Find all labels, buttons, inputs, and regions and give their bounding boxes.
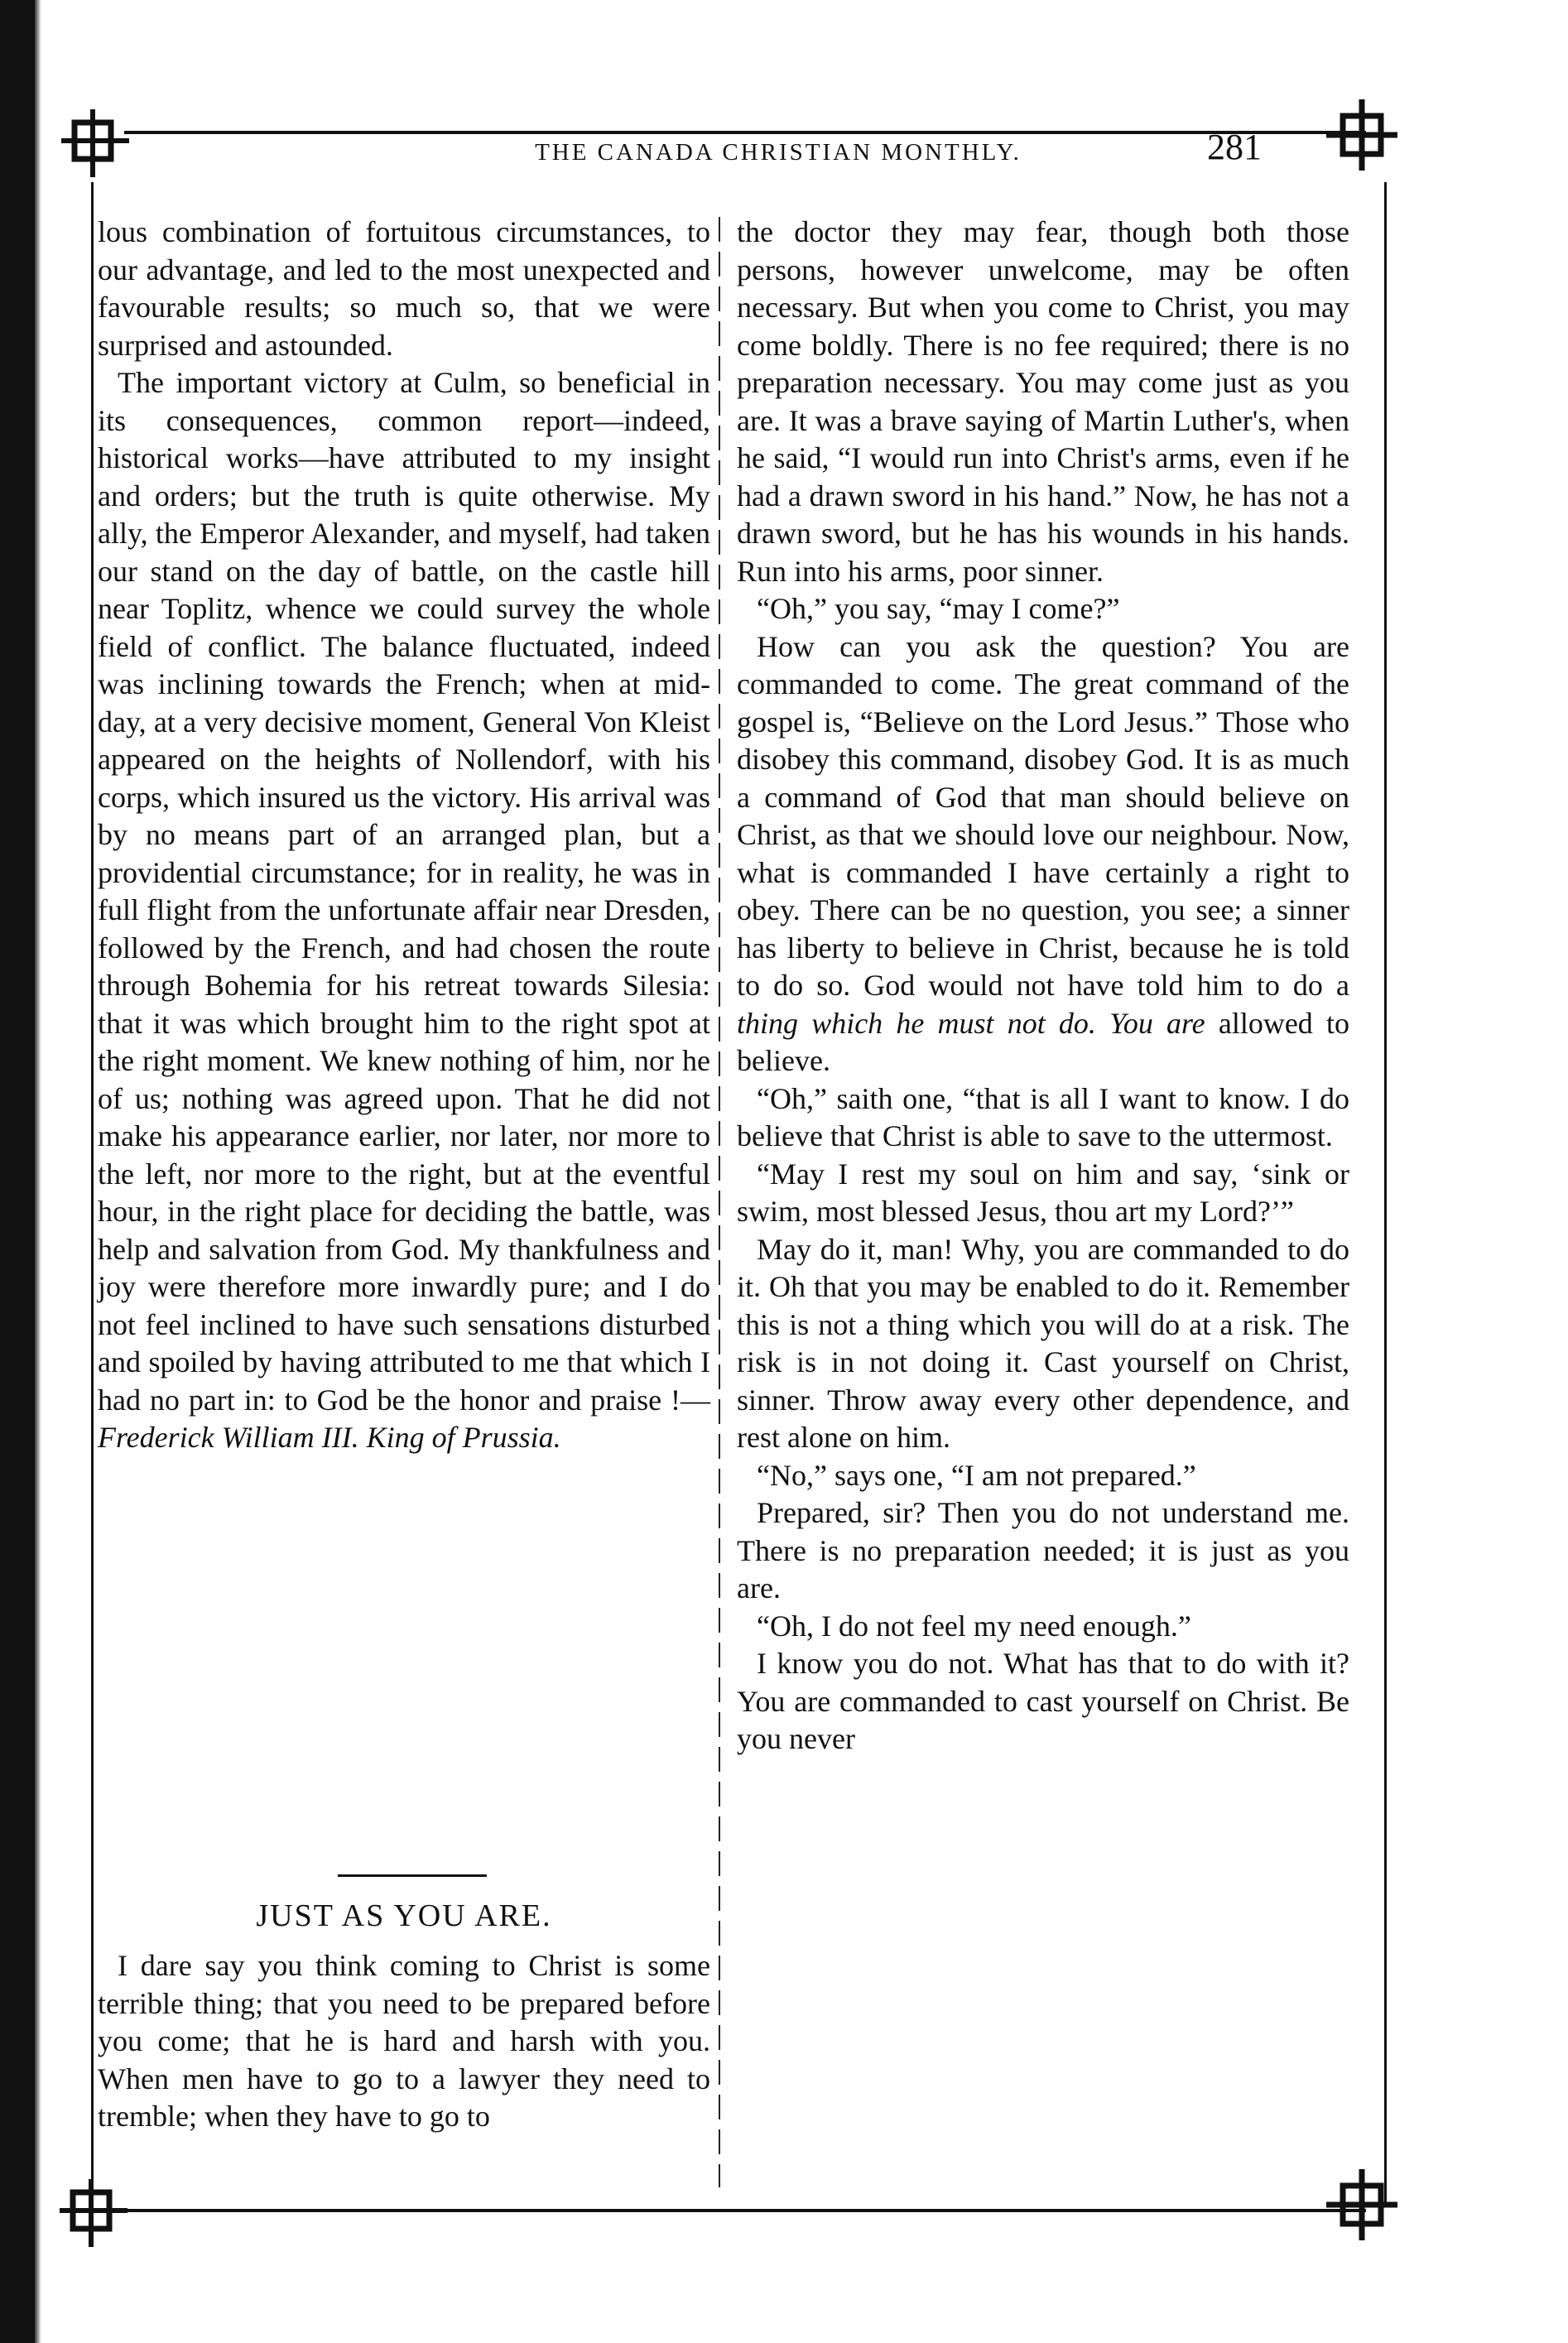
section-heading: JUST AS YOU ARE. bbox=[256, 1898, 552, 1933]
corner-ornament-top-right bbox=[1325, 98, 1399, 172]
paragraph: Prepared, sir? Then you do not understand me. There is no preparation needed; it is just as you are. bbox=[737, 1496, 1349, 1604]
header-rule bbox=[124, 131, 1366, 134]
right-border-rule bbox=[1384, 182, 1387, 2202]
right-column bbox=[737, 214, 1349, 1758]
left-column-section bbox=[98, 1947, 710, 2136]
paragraph-text: The important victory at Culm, so beneficial in its consequences, common report—indeed, historical works—have attributed to my insight and orders; but the truth is quite otherwise. My ally, the Emperor Alexander, and myself, had taken our stand on the day of battle, on the castle hill near Toplitz, whence we could survey the whole field of conflict. The balance fluctuated, indeed was inclining towards the French; when at mid-day, at a very decisive moment, General Von Kleist appeared on the heights of Nollendorf, with his corps, which insured us the victory. His arrival was by no means part of an arranged plan, but a providential circumstance; for in reality, he was in full flight from the unfortunate affair near Dresden, followed by the French, and had chosen the route through Bohemia for his retreat towards Silesia: that it was which brought him to the right spot at the right moment. We knew nothing of him, nor he of us; nothing was agreed upon. That he did not make his appearance earlier, nor later, nor more to the left, nor more to the right, but at the eventful hour, in the right place for deciding the battle, was help and salvation from God. My thankfulness and joy were therefore more inwardly pure; and I do not feel inclined to have such sensations disturbed and spoiled by having attributed to me that which I had no part in: to God be the honor and praise !— bbox=[98, 366, 710, 1417]
paragraph: May do it, man! Why, you are commanded to do it. Oh that you may be enabled to do it. Remember this is not a thing which you will do at a risk. The risk is in not doing it. Cast yourself on Christ, sinner. Throw away every other dependence, and rest alone on him. bbox=[737, 1232, 1349, 1454]
book-binding-edge bbox=[0, 0, 35, 2343]
paragraph: “Oh,” you say, “may I come?” bbox=[757, 592, 1120, 625]
paragraph: “Oh, I do not feel my need enough.” bbox=[757, 1609, 1191, 1643]
paragraph: lous combination of fortuitous circumstances, to our advantage, and led to the most unexpected and favourable results; so much so, that we were surprised and astounded. bbox=[98, 215, 710, 362]
paragraph: “May I rest my soul on him and say, ‘sink or swim, most blessed Jesus, thou art my Lord?’” bbox=[737, 1157, 1349, 1228]
paragraph: “No,” says one, “I am not prepared.” bbox=[757, 1458, 1196, 1492]
paragraph bbox=[98, 364, 710, 1457]
binding-shadow bbox=[35, 0, 41, 2343]
corner-ornament-bottom-left bbox=[56, 2176, 131, 2250]
left-border-rule bbox=[91, 182, 94, 2202]
corner-ornament-top-left bbox=[58, 106, 132, 180]
section-separator-rule bbox=[338, 1874, 487, 1877]
left-column bbox=[98, 214, 710, 1457]
column-divider bbox=[719, 217, 720, 2187]
page-number: 281 bbox=[1207, 127, 1262, 167]
paragraph: “Oh,” saith one, “that is all I want to know. I do believe that Christ is able to save to the uttermost. bbox=[737, 1081, 1349, 1152]
paragraph: I know you do not. What has that to do with it? You are commanded to cast yourself on Christ. Be you never bbox=[737, 1647, 1349, 1755]
italic-phrase: thing which he must not do. You are bbox=[737, 1006, 1205, 1040]
paragraph: I dare say you think coming to Christ is some terrible thing; that you need to be prepared before you come; that he is hard and harsh with you. When men have to go to a lawyer they need to tremble; when they have to go to bbox=[98, 1949, 710, 2133]
paragraph: the doctor they may fear, though both those persons, however unwelcome, may be often necessary. But when you come to Christ, you may come boldly. There is no fee required; there is no preparation necessary. You may come just as you are. It was a brave saying of Martin Luther's, when he said, “I would run into Christ's arms, even if he had a drawn sword in his hand.” Now, he has not a drawn sword, but he has his wounds in his hands. Run into his arms, poor sinner. bbox=[737, 215, 1349, 588]
footer-rule bbox=[124, 2209, 1366, 2212]
running-header-title: THE CANADA CHRISTIAN MONTHLY. bbox=[535, 139, 1022, 166]
signature: Frederick William III. King of Prussia. bbox=[98, 1421, 561, 1454]
corner-ornament-bottom-right bbox=[1325, 2167, 1399, 2242]
paragraph: How can you ask the question? You are commanded to come. The great command of the gospel is, “Believe on the Lord Jesus.” Those who disobey this command, disobey God. It is as much a command of God that man should believe on Christ, as that we should love our neighbour. Now, what is commanded I have certainly a right to obey. There can be no question, you see; a sinner has liberty to believe in Christ, because he is told to do so. God would not have told him to do a thing which he must not do. You are allowed to believe. bbox=[737, 629, 1349, 1077]
